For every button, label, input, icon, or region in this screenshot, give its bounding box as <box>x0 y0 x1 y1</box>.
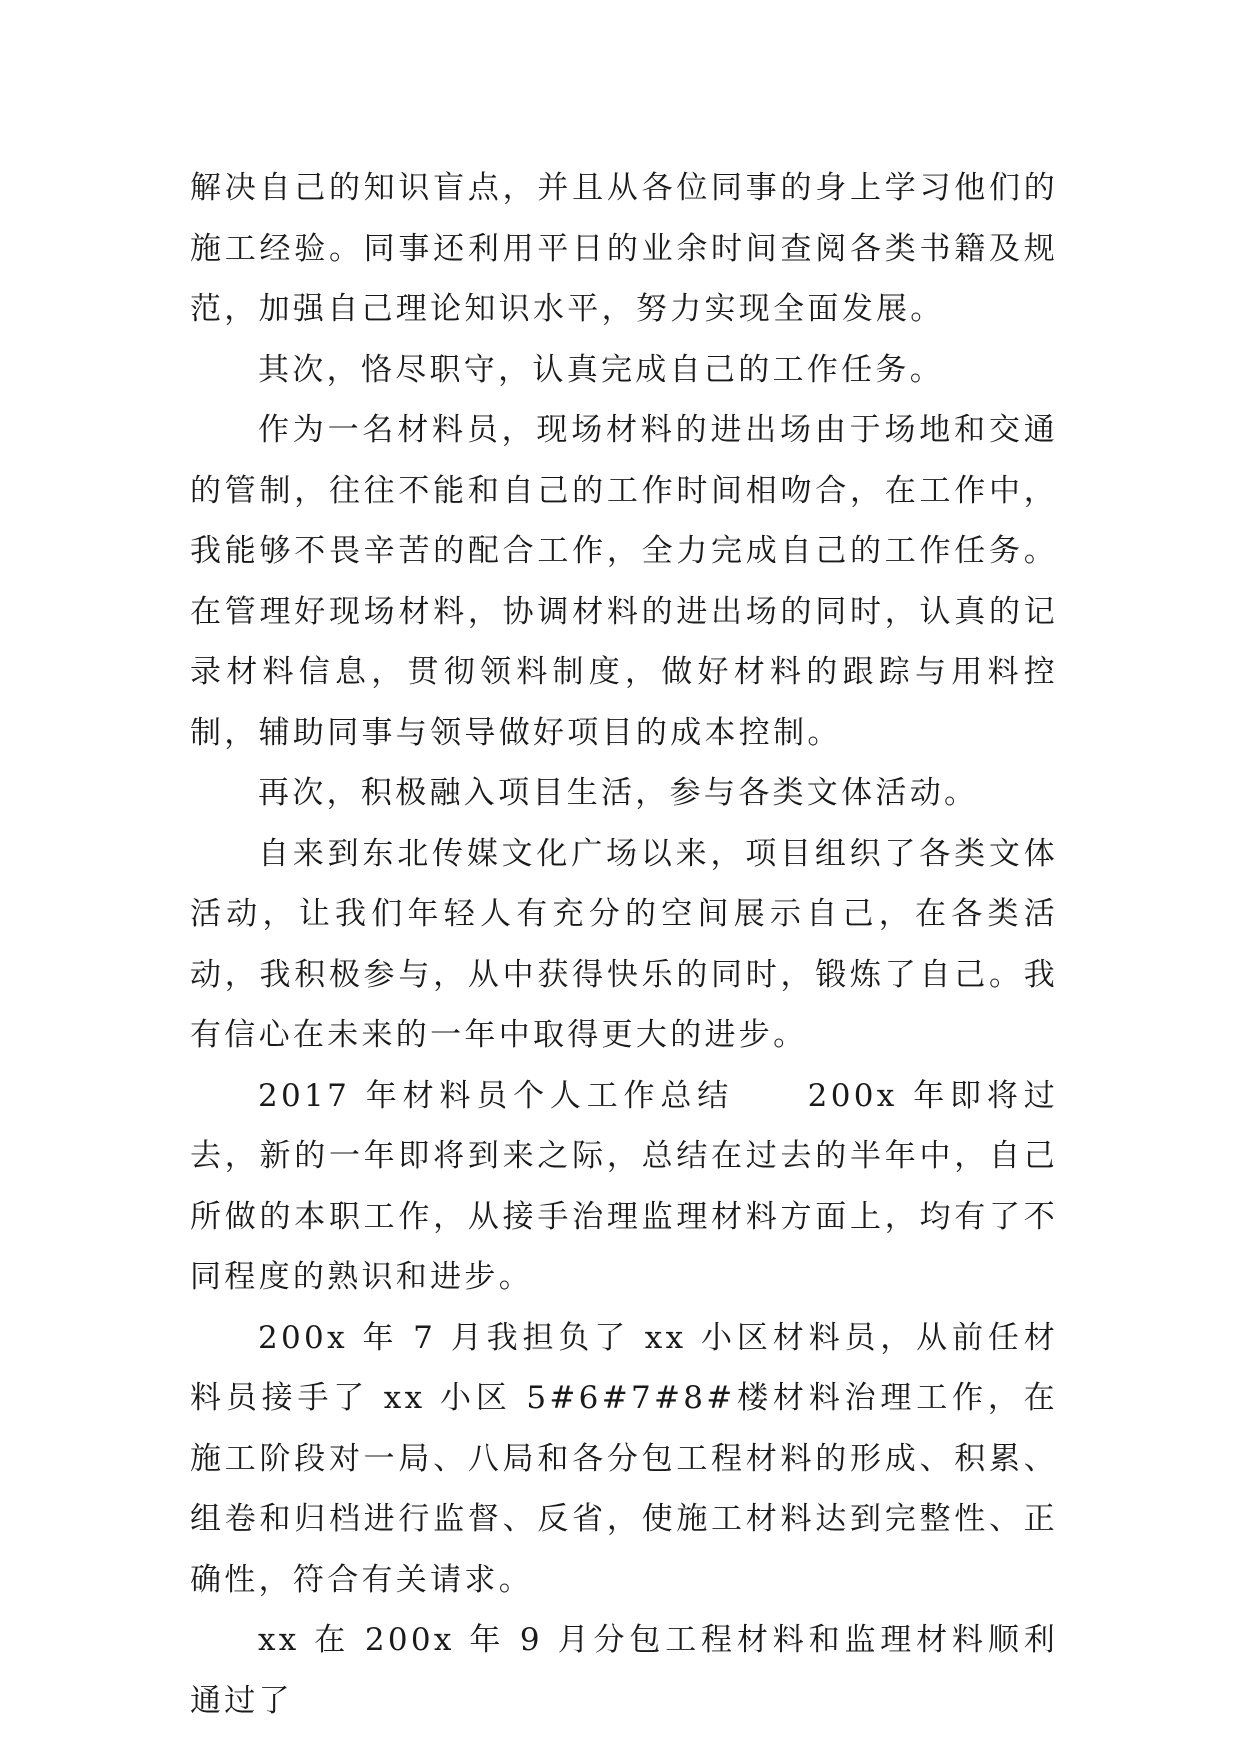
paragraph: 自来到东北传媒文化广场以来，项目组织了各类文体活动，让我们年轻人有充分的空间展示自己，在各类活动，我积极参与，从中获得快乐的同时，锻炼了自己。我有信心在未来的一年中取得更大的进步。 <box>190 835 1058 1053</box>
document-body <box>190 158 1058 1731</box>
paragraph: 作为一名材料员，现场材料的进出场由于场地和交通的管制，往往不能和自己的工作时间相吻合，在工作中，我能够不畏辛苦的配合工作，全力完成自己的工作任务。在管理好现场材料，协调材料的进出场的同时，认真的记录材料信息，贯彻领料制度，做好材料的跟踪与用料控制，辅助同事与领导做好项目的成本控制。 <box>190 412 1058 751</box>
paragraph-heading: 再次，积极融入项目生活，参与各类文体活动。 <box>258 775 979 811</box>
paragraph: 200x 年 7 月我担负了 xx 小区材料员，从前任材料员接手了 xx 小区 5#6#7#8#楼材料治理工作，在施工阶段对一局、八局和各分包工程材料的形成、积累、组卷和归档进行监督、反省，使施工材料达到完整性、正确性，符合有关请求。 <box>190 1319 1058 1598</box>
paragraph: 解决自己的知识盲点，并且从各位同事的身上学习他们的施工经验。同事还利用平日的业余时间查阅各类书籍及规范，加强自己理论知识水平，努力实现全面发展。 <box>190 170 1058 327</box>
paragraph: 2017 年材料员个人工作总结 200x 年即将过去，新的一年即将到来之际，总结在过去的半年中，自己所做的本职工作，从接手治理监理材料方面上，均有了不同程度的熟识和进步。 <box>190 1077 1058 1295</box>
paragraph-heading: 其次，恪尽职守，认真完成自己的工作任务。 <box>258 351 944 388</box>
paragraph: xx 在 200x 年 9 月分包工程材料和监理材料顺利通过了 <box>190 1622 1058 1719</box>
